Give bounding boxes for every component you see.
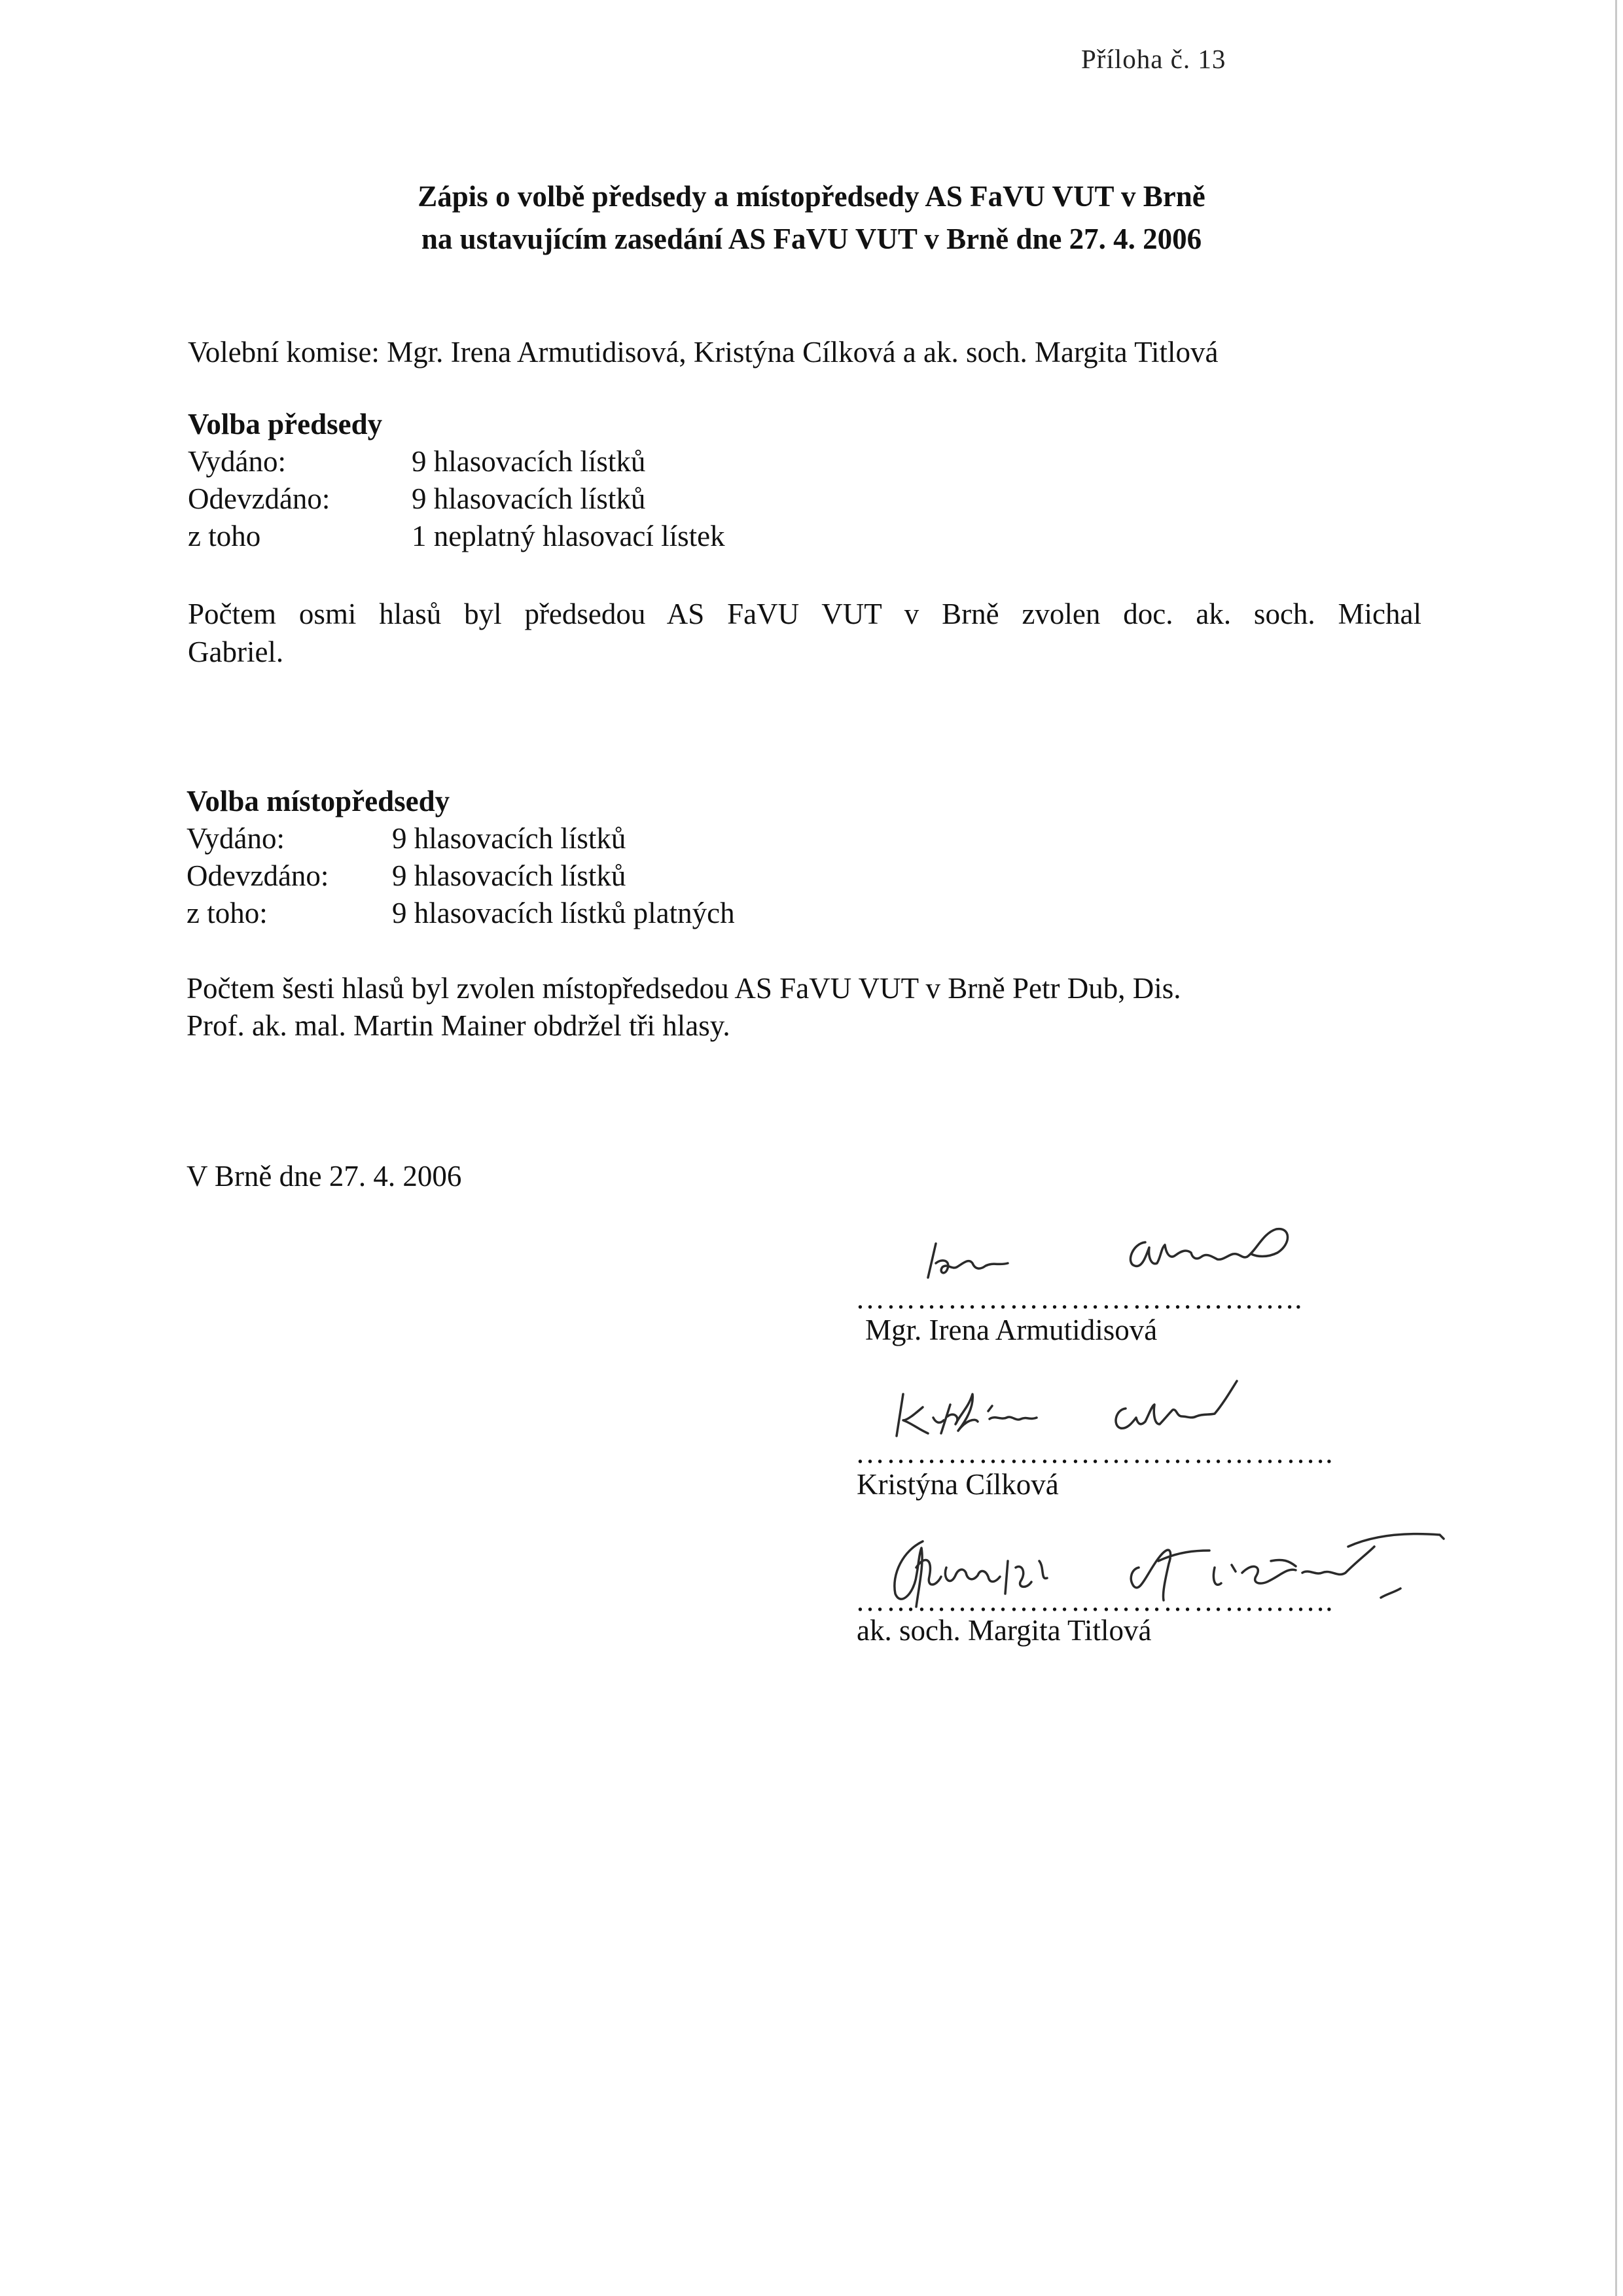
chair-result-line-2: Gabriel. bbox=[188, 636, 284, 668]
document-title bbox=[0, 175, 1623, 260]
vice-row-value: 9 hlasovacích lístků bbox=[392, 822, 626, 855]
chair-row-value: 9 hlasovacích lístků bbox=[412, 482, 646, 515]
vice-row-label: Odevzdáno: bbox=[187, 859, 329, 892]
place-and-date: V Brně dne 27. 4. 2006 bbox=[187, 1160, 462, 1193]
vice-row-label: z toho: bbox=[187, 897, 268, 929]
vice-row-value: 9 hlasovacích lístků bbox=[392, 859, 626, 892]
signature-irena-armutidisova bbox=[910, 1217, 1302, 1289]
signature-dots: ……………………………………….. bbox=[855, 1585, 1334, 1617]
vice-election-heading: Volba místopředsedy bbox=[187, 785, 450, 817]
commission-line: Volební komise: Mgr. Irena Armutidisová, Kristýna Cílková a ak. soch. Margita Titlová bbox=[188, 336, 1219, 368]
scan-edge-line bbox=[1615, 0, 1617, 2296]
signatory-name: ak. soch. Margita Titlová bbox=[857, 1614, 1152, 1647]
chair-row-label: z toho bbox=[188, 520, 261, 552]
chair-result-line-1: Počtem osmi hlasů byl předsedou AS FaVU VUT v Brně zvolen doc. ak. soch. Michal bbox=[188, 598, 1421, 630]
chair-row-label: Odevzdáno: bbox=[188, 482, 330, 515]
signature-dots: …………………………………….. bbox=[855, 1282, 1304, 1315]
signature-dots: ……………………………………….. bbox=[855, 1437, 1334, 1469]
signatory-name: Mgr. Irena Armutidisová bbox=[865, 1314, 1158, 1346]
chair-row-label: Vydáno: bbox=[188, 445, 286, 478]
chair-row-value: 9 hlasovacích lístků bbox=[412, 445, 646, 478]
title-line-1: Zápis o volbě předsedy a místopředsedy AS FaVU VUT v Brně bbox=[418, 180, 1205, 213]
chair-election-heading: Volba předsedy bbox=[188, 408, 383, 440]
signatory-name: Kristýna Cílková bbox=[857, 1468, 1059, 1501]
vice-row-label: Vydáno: bbox=[187, 822, 285, 855]
vice-result-line-1: Počtem šesti hlasů byl zvolen místopředsedou AS FaVU VUT v Brně Petr Dub, Dis. bbox=[187, 972, 1181, 1005]
vice-row-value: 9 hlasovacích lístků platných bbox=[392, 897, 735, 929]
title-line-2: na ustavujícím zasedání AS FaVU VUT v Brně dne 27. 4. 2006 bbox=[421, 223, 1202, 255]
chair-row-value: 1 neplatný hlasovací lístek bbox=[412, 520, 725, 552]
vice-result-line-2: Prof. ak. mal. Martin Mainer obdržel tři hlasy. bbox=[187, 1009, 730, 1042]
appendix-number: Příloha č. 13 bbox=[1081, 44, 1226, 74]
